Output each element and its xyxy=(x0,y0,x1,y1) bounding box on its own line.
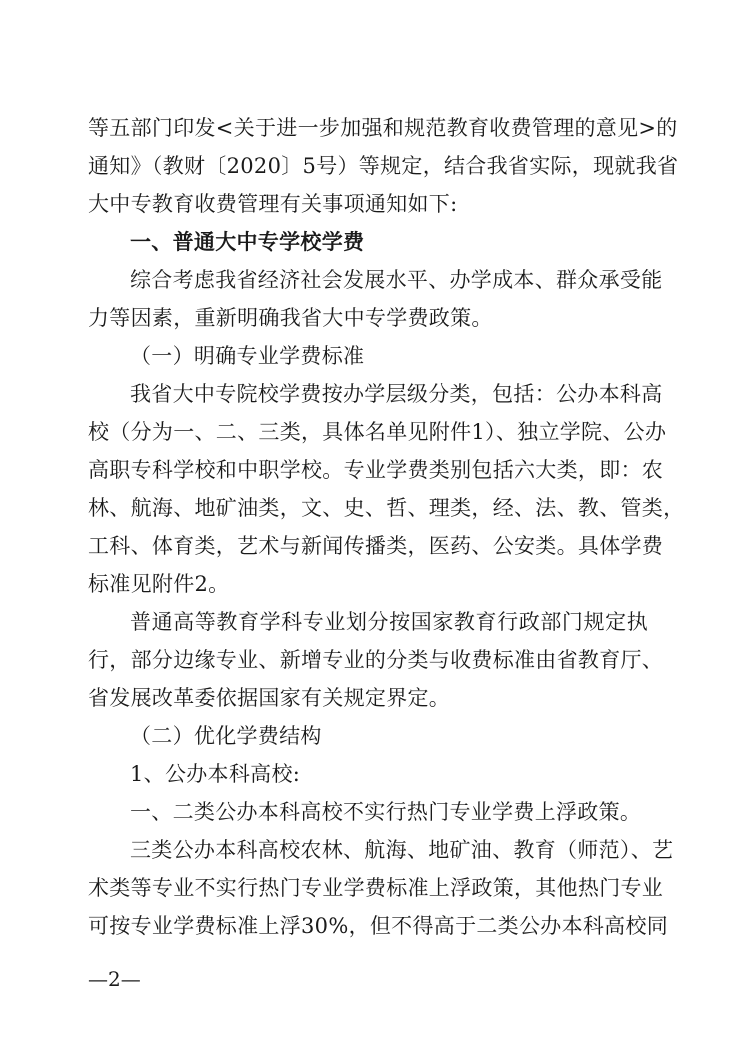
subsection-heading: （一）明确专业学费标准 xyxy=(130,344,365,368)
paragraph-line: 大中专教育收费管理有关事项通知如下: xyxy=(88,192,458,216)
paragraph-line: 等五部门印发<关于进一步加强和规范教育收费管理的意见>的 xyxy=(88,116,678,140)
paragraph-line: 省发展改革委依据国家有关规定界定。 xyxy=(88,686,451,710)
paragraph-line: 综合考虑我省经济社会发展水平、办学成本、群众承受能 xyxy=(130,268,663,292)
page-number: —2— xyxy=(88,967,141,991)
paragraph-line: 通知》（教财〔2020〕5号）等规定，结合我省实际，现就我省 xyxy=(88,154,679,178)
section-heading: 一、普通大中专学校学费 xyxy=(130,230,365,254)
paragraph-line: 术类等专业不实行热门专业学费标准上浮政策，其他热门专业 xyxy=(88,876,664,900)
paragraph-line: 行，部分边缘专业、新增专业的分类与收费标准由省教育厅、 xyxy=(88,648,664,672)
paragraph-line: 可按专业学费标准上浮30%，但不得高于二类公办本科高校同 xyxy=(88,914,669,938)
paragraph-line: 工科、体育类，艺术与新闻传播类，医药、公安类。具体学费 xyxy=(88,534,664,558)
paragraph-line: 三类公办本科高校农林、航海、地矿油、教育（师范）、艺 xyxy=(130,838,674,862)
paragraph-line: 标准见附件2。 xyxy=(88,572,230,596)
paragraph-line: 我省大中专院校学费按办学层级分类，包括：公办本科高 xyxy=(130,382,663,406)
paragraph-line: 校（分为一、二、三类，具体名单见附件1）、独立学院、公办 xyxy=(88,420,667,444)
list-heading: 1、公办本科高校: xyxy=(130,762,301,786)
paragraph-line: 普通高等教育学科专业划分按国家教育行政部门规定执 xyxy=(130,610,648,634)
subsection-heading: （二）优化学费结构 xyxy=(130,724,322,748)
paragraph-line: 一、二类公办本科高校不实行热门专业学费上浮政策。 xyxy=(130,800,642,824)
paragraph-line: 高职专科学校和中职学校。专业学费类别包括六大类，即：农 xyxy=(88,458,664,482)
paragraph-line: 力等因素，重新明确我省大中专学费政策。 xyxy=(88,306,493,330)
paragraph-line: 林、航海、地矿油类，文、史、哲、理类，经、法、教、管类， xyxy=(88,496,685,520)
